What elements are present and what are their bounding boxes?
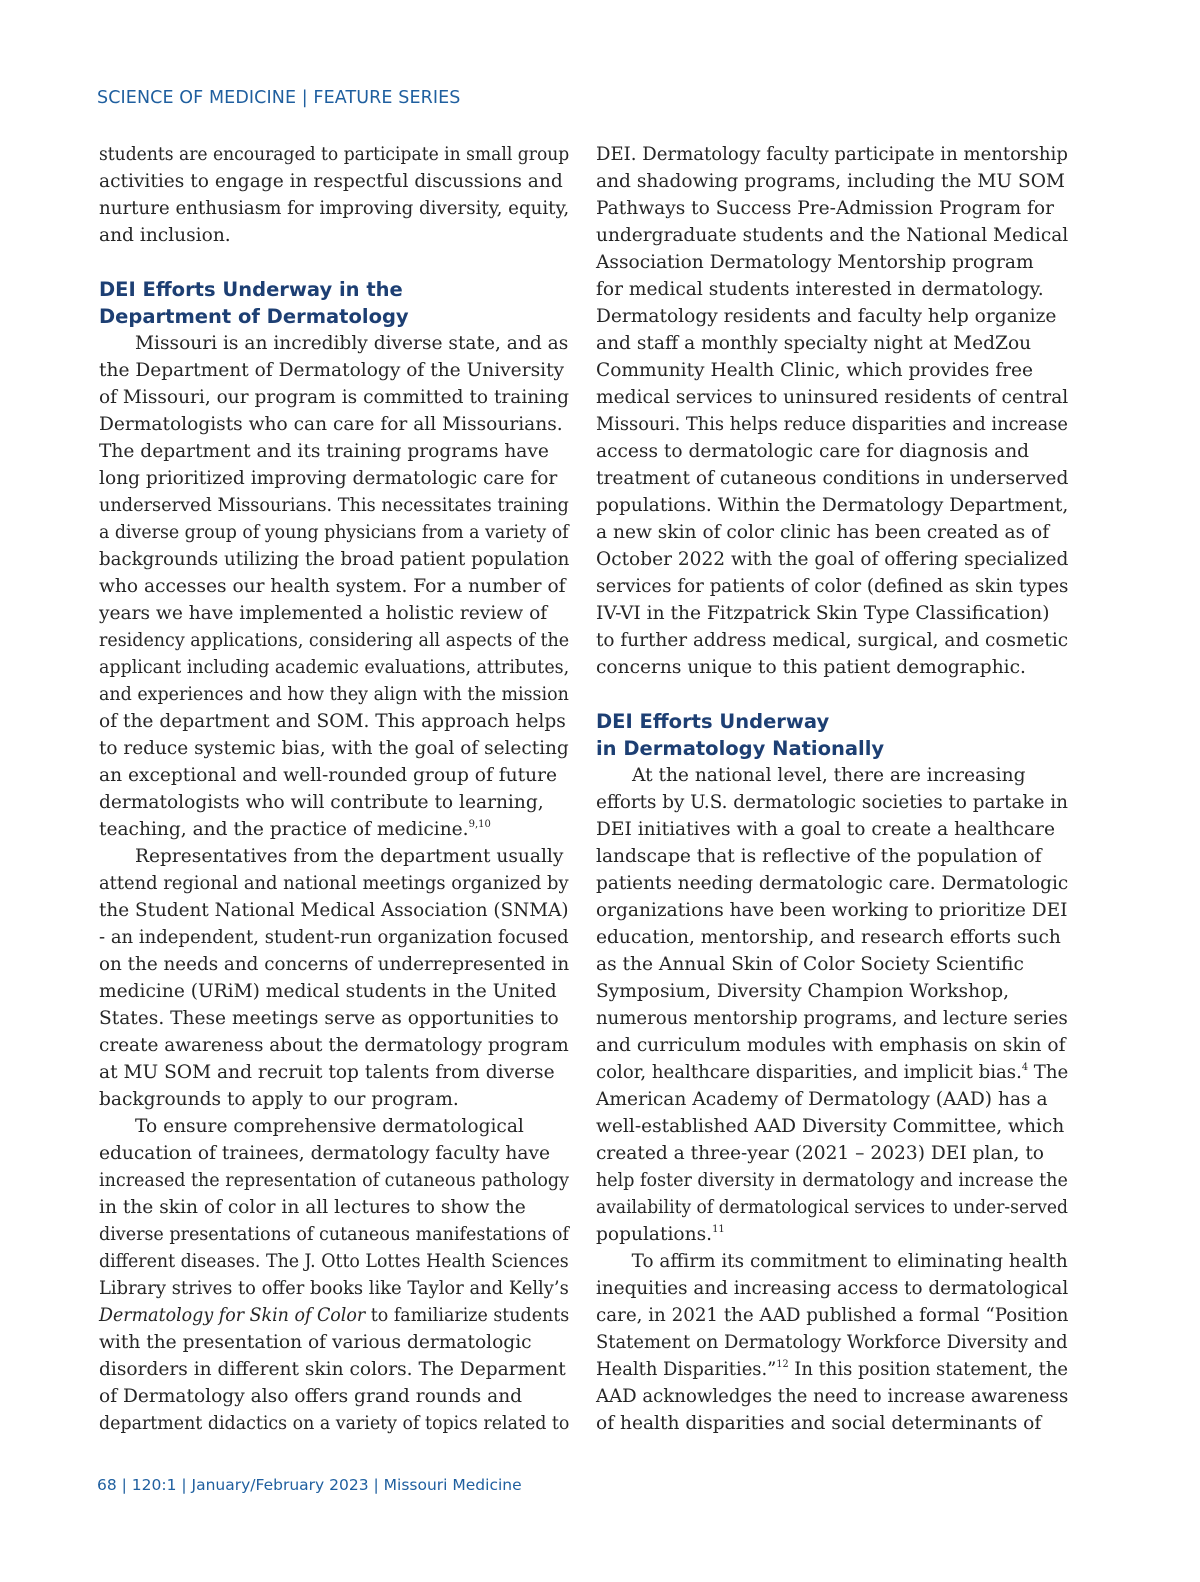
- text-line: disorders in different skin colors. The Deparment: [99, 1359, 566, 1380]
- text-line: backgrounds to apply to our program.: [99, 1089, 459, 1110]
- text-line: Symposium, Diversity Champion Workshop,: [596, 981, 1010, 1002]
- text-line: October 2022 with the goal of offering specialized: [596, 549, 1069, 570]
- citation-reference: 4: [1021, 1062, 1029, 1073]
- text-line: [99, 1302, 570, 1329]
- right-column: [596, 141, 1068, 1437]
- text-line: DEI. Dermatology faculty participate in mentorship: [596, 144, 1068, 165]
- text-line: students are encouraged to participate in small group: [99, 144, 570, 165]
- text-line: Missouri. This helps reduce disparities and increase: [596, 414, 1068, 435]
- text-line: Dermatology residents and faculty help organize: [596, 306, 1057, 327]
- text-line: care, in 2021 the AAD published a formal “Position: [596, 1305, 1069, 1326]
- text-line: and shadowing programs, including the MU SOM: [596, 171, 1065, 192]
- text-line: residency applications, considering all aspects of the: [99, 630, 570, 651]
- text-line: American Academy of Dermatology (AAD) has a: [596, 1089, 1048, 1110]
- text-line: a new skin of color clinic has been created as of: [596, 522, 1050, 543]
- text-line: medicine (URiM) medical students in the United: [99, 981, 557, 1002]
- text-line: [596, 1059, 1069, 1086]
- text-fragment: teaching, and the practice of medicine.: [99, 819, 469, 840]
- heading-line: DEI Efforts Underway: [596, 710, 830, 733]
- text-line: and experiences and how they align with the mission: [99, 684, 569, 705]
- text-line: to further address medical, surgical, and cosmetic: [596, 630, 1069, 651]
- text-line: IV-VI in the Fitzpatrick Skin Type Classification): [596, 603, 1050, 624]
- citation-reference: 9,10: [468, 819, 491, 830]
- text-line: diverse presentations of cutaneous manifestations of: [99, 1224, 569, 1245]
- text-line: the Department of Dermatology of the University: [99, 360, 565, 381]
- text-line: States. These meetings serve as opportunities to: [99, 1008, 559, 1029]
- text-line: a diverse group of young physicians from a variety of: [99, 522, 569, 543]
- text-line: and staff a monthly specialty night at MedZou: [596, 333, 1032, 354]
- paragraph-representatives: [99, 843, 569, 1113]
- section-heading-national: [596, 708, 1068, 762]
- text-line: [99, 816, 569, 843]
- text-line: well-established AAD Diversity Committee, which: [596, 1116, 1065, 1137]
- text-line: inequities and increasing access to dermatological: [596, 1278, 1069, 1299]
- text-line: as the Annual Skin of Color Society Scientific: [596, 954, 1024, 975]
- text-line: medical services to uninsured residents of central: [596, 387, 1069, 408]
- text-line: who accesses our health system. For a number of: [99, 576, 566, 597]
- text-line: in the skin of color in all lectures to show the: [99, 1197, 526, 1218]
- heading-line: DEI Efforts Underway in the: [99, 278, 403, 301]
- text-line: At the national level, there are increasing: [632, 765, 1026, 786]
- text-line: at MU SOM and recruit top talents from diverse: [99, 1062, 555, 1083]
- text-line: Dermatologists who can care for all Missourians.: [99, 414, 563, 435]
- text-line: availability of dermatological services to under-served: [596, 1197, 1068, 1218]
- text-line: for medical students interested in dermatology.: [596, 279, 1044, 300]
- text-line: on the needs and concerns of underrepresented in: [99, 954, 570, 975]
- text-line: DEI initiatives with a goal to create a healthcare: [596, 819, 1055, 840]
- text-line: increased the representation of cutaneous pathology: [99, 1170, 570, 1191]
- text-fragment: to familiarize students: [365, 1305, 570, 1326]
- text-line: undergraduate students and the National Medical: [596, 225, 1069, 246]
- text-line: [596, 1221, 1068, 1248]
- paragraph-gap: [99, 249, 569, 276]
- text-line: and inclusion.: [99, 225, 231, 246]
- text-fragment: color, healthcare disparities, and implicit bias.: [596, 1062, 1022, 1083]
- text-line: nurture enthusiasm for improving diversity, equity,: [99, 198, 570, 219]
- text-line: an exceptional and well-rounded group of future: [99, 765, 557, 786]
- heading-line: Department of Dermatology: [99, 305, 409, 328]
- paragraph-dei-continued: [596, 141, 1068, 681]
- text-line: create awareness about the dermatology program: [99, 1035, 569, 1056]
- paragraph-missouri: [99, 330, 569, 843]
- text-line: Statement on Dermatology Workforce Diversity and: [596, 1332, 1068, 1353]
- text-line: concerns unique to this patient demographic.: [596, 657, 1026, 678]
- text-line: [596, 1356, 1068, 1383]
- running-footer: 68 | 120:1 | January/February 2023 | Missouri Medicine: [97, 1476, 522, 1494]
- text-fragment: In this position statement, the: [788, 1359, 1068, 1380]
- text-line: AAD acknowledges the need to increase awareness: [596, 1386, 1069, 1407]
- citation-reference: 11: [712, 1224, 725, 1235]
- text-line: Community Health Clinic, which provides free: [596, 360, 1034, 381]
- left-column: [99, 141, 569, 1437]
- text-fragment: The: [1028, 1062, 1069, 1083]
- text-line: Representatives from the department usually: [135, 846, 564, 867]
- text-line: services for patients of color (defined as skin types: [596, 576, 1069, 597]
- text-line: Association Dermatology Mentorship program: [596, 252, 1034, 273]
- text-line: department didactics on a variety of topics related to: [99, 1413, 570, 1434]
- text-line: of Dermatology also offers grand rounds and: [99, 1386, 523, 1407]
- text-line: created a three-year (2021 – 2023) DEI plan, to: [596, 1143, 1045, 1164]
- text-line: education, mentorship, and research efforts such: [596, 927, 1061, 948]
- text-line: to reduce systemic bias, with the goal of selecting: [99, 738, 569, 759]
- text-line: landscape that is reflective of the population of: [596, 846, 1042, 867]
- text-line: backgrounds utilizing the broad patient population: [99, 549, 570, 570]
- text-line: treatment of cutaneous conditions in underserved: [596, 468, 1069, 489]
- heading-line: in Dermatology Nationally: [596, 737, 885, 760]
- book-title: Dermatology for Skin of Color: [99, 1305, 366, 1326]
- text-line: populations. Within the Dermatology Department,: [596, 495, 1069, 516]
- text-line: efforts by U.S. dermatologic societies to partake in: [596, 792, 1068, 813]
- text-line: long prioritized improving dermatologic care for: [99, 468, 558, 489]
- text-line: Missouri is an incredibly diverse state, and as: [135, 333, 569, 354]
- text-line: with the presentation of various dermatologic: [99, 1332, 532, 1353]
- citation-reference: 12: [776, 1359, 789, 1370]
- section-heading-department: [99, 276, 569, 330]
- text-line: years we have implemented a holistic review of: [99, 603, 548, 624]
- text-line: of the department and SOM. This approach helps: [99, 711, 566, 732]
- text-line: patients needing dermatologic care. Dermatologic: [596, 873, 1069, 894]
- text-line: education of trainees, dermatology faculty have: [99, 1143, 550, 1164]
- text-line: of health disparities and social determinants of: [596, 1413, 1042, 1434]
- text-line: access to dermatologic care for diagnosis and: [596, 441, 1030, 462]
- text-line: applicant including academic evaluations, attributes,: [99, 657, 570, 678]
- text-line: To ensure comprehensive dermatological: [135, 1116, 524, 1137]
- text-line: numerous mentorship programs, and lecture series: [596, 1008, 1068, 1029]
- paragraph-education: [99, 1113, 569, 1437]
- running-header: SCIENCE OF MEDICINE | FEATURE SERIES: [97, 88, 461, 108]
- text-line: - an independent, student-run organization focused: [99, 927, 569, 948]
- text-fragment: Health Disparities.”: [596, 1359, 777, 1380]
- text-line: Library strives to offer books like Taylor and Kelly’s: [99, 1278, 569, 1299]
- text-line: dermatologists who will contribute to learning,: [99, 792, 544, 813]
- text-line: Pathways to Success Pre-Admission Program for: [596, 198, 1054, 219]
- text-line: The department and its training programs have: [99, 441, 549, 462]
- text-line: the Student National Medical Association (SNMA): [99, 900, 569, 921]
- text-line: underserved Missourians. This necessitates training: [99, 495, 569, 516]
- text-line: help foster diversity in dermatology and increase the: [596, 1170, 1068, 1191]
- paragraph-gap: [596, 681, 1068, 708]
- paragraph-national-level: [596, 762, 1068, 1248]
- text-fragment: populations.: [596, 1224, 713, 1245]
- paragraph-aad-position: [596, 1248, 1068, 1437]
- text-line: different diseases. The J. Otto Lottes Health Sciences: [99, 1251, 569, 1272]
- text-line: and curriculum modules with emphasis on skin of: [596, 1035, 1066, 1056]
- text-line: To affirm its commitment to eliminating health: [631, 1251, 1068, 1272]
- text-line: activities to engage in respectful discussions and: [99, 171, 563, 192]
- text-line: of Missouri, our program is committed to training: [99, 387, 569, 408]
- text-line: attend regional and national meetings organized by: [99, 873, 569, 894]
- text-line: organizations have been working to prioritize DEI: [596, 900, 1068, 921]
- paragraph-intro-continued: [99, 141, 569, 249]
